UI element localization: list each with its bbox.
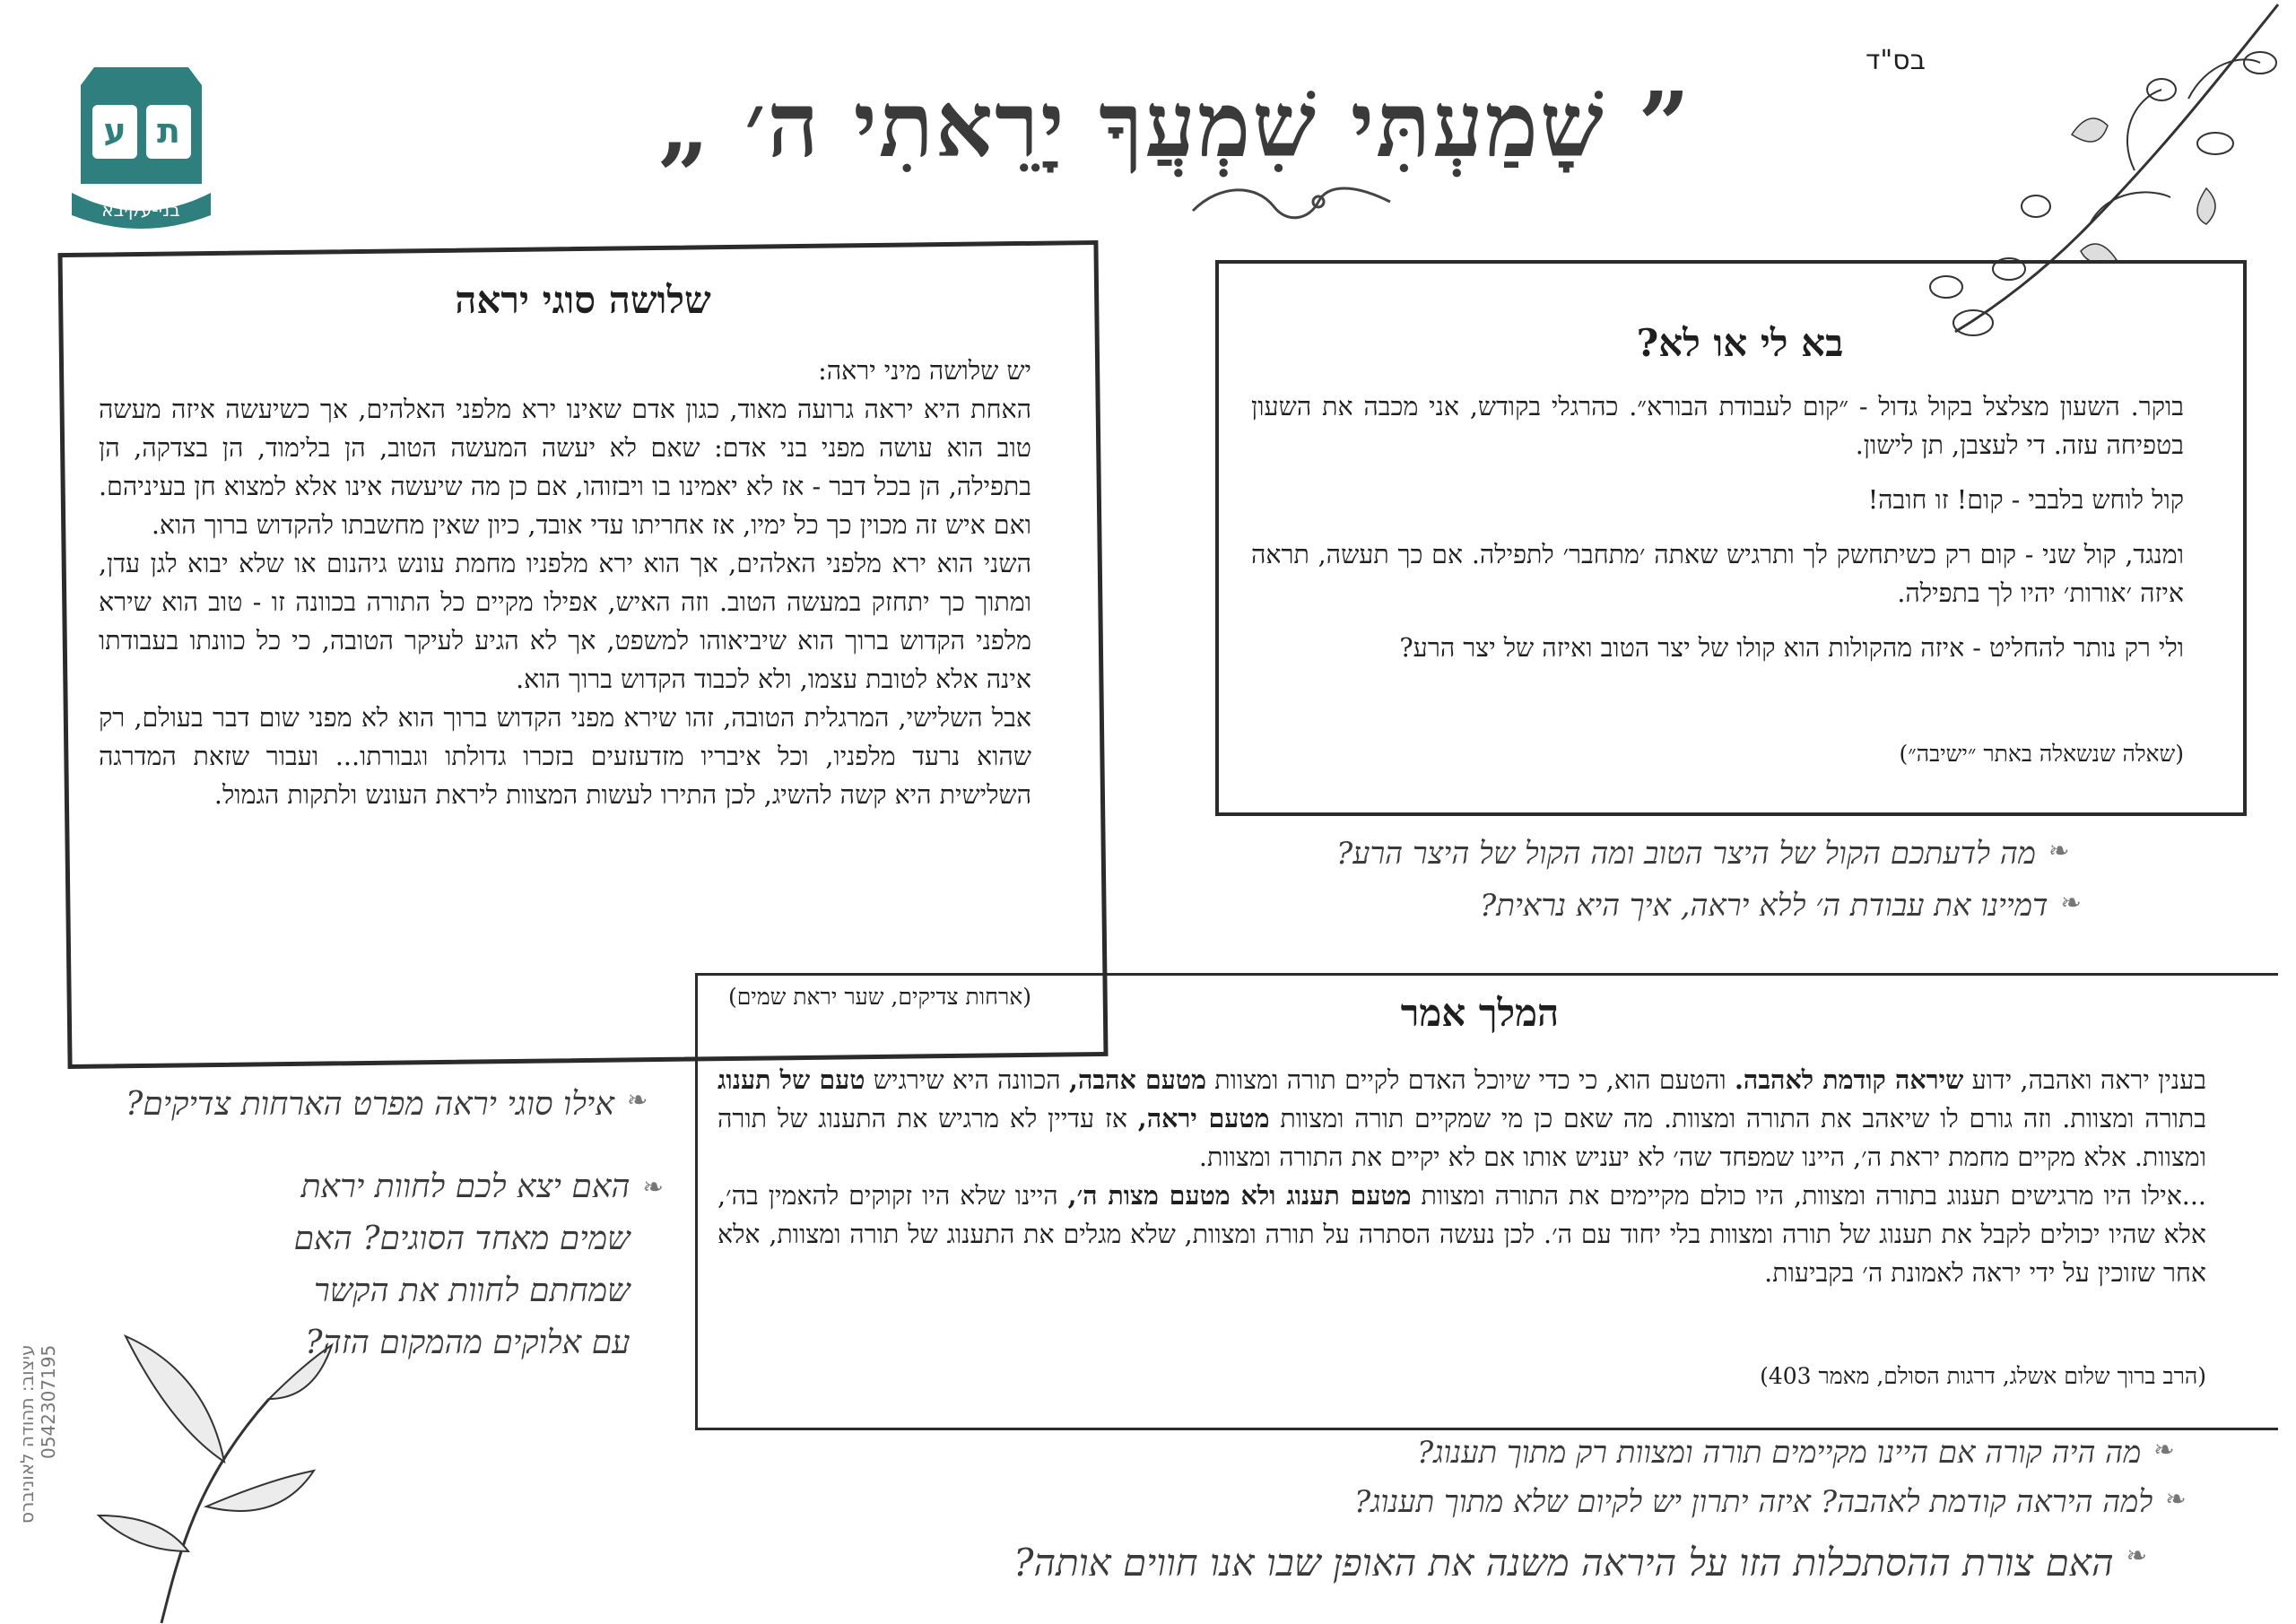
left-question-1 [126,1085,648,1123]
text-run: בענין יראה ואהבה, ידוע [1963,1065,2207,1095]
right-paragraph-1: בוקר. השעון מצלצל בקול גדול - ״קום לעבודת הבורא״. כהרגלי בקודש, אני מכבה את השעון בטפיחה עזה. די לעצבן, תן לישון. [1251,392,2184,460]
left-question-2-text: האם יצא לכם לחוות יראת שמים מאחד הסוגים? האם שמחתם לחוות את הקשר עם אלוקים מהמקום הזה? [293,1168,631,1361]
bold-run: מטעם תענוג ולא מטעם מצות ה׳, [1067,1180,1412,1211]
bottom-question-3-text: האם צורת ההסתכלות הזו על היראה משנה את האופן שבו אנו חווים אותה? [1013,1541,2114,1585]
right-question-1 [1336,836,2069,872]
right-section-title: בא לי או לא? [1636,321,1844,365]
title-swirl-ornament [1184,175,1399,229]
left-question-1-text: אילו סוגי יראה מפרט הארחות צדיקים? [126,1086,614,1123]
left-section-source: (ארחות צדיקים, שער יראת שמים) [727,984,1031,1010]
leaf-icon: ❧ [2153,1435,2175,1464]
left-question-2 [269,1161,664,1369]
text-run: אז עדיין לא מרגיש את התענוג של תורה ומצוות. אלא מקיים מחמת יראת ה׳, היינו שמפחד שה׳ לא יעניש אותו אם לא יקיים את התורה ומצוות. [718,1104,2206,1172]
right-paragraph-3: ומנגד, קול שני - קום רק כשיתחשק לך ותרגיש שאתה ׳מתחבר׳ לתפילה. אם כך תעשה, תראה איזה ׳אורות׳ יהיו לך בתפילה. [1251,540,2184,608]
text-run: והטעם הוא, כי כדי שיוכל האדם לקיים תורה ומצוות [1205,1065,1735,1095]
logo-letter-left: ע [103,111,126,151]
bold-run: שיראה קודמת לאהבה. [1735,1064,1964,1095]
bottom-question-3 [1013,1541,2147,1585]
page-title: ” שָׁמַעְתִּי שִׁמְעֲךָ יָרֵאתִי ה׳ „ [657,72,1692,178]
bsd-marker: בס"ד [1866,45,1926,76]
bottom-section-source: (הרב ברוך שלום אשלג, דרגות הסולם, מאמר 403) [1760,1363,2206,1389]
logo-letter-right: ת [157,111,180,151]
leaf-icon: ❧ [2126,1541,2148,1570]
bottom-question-2-text: למה היראה קודמת לאהבה? איזה יתרון יש לקיום שלא מתוך תענוג? [1354,1484,2153,1520]
text-run: ...אילו היו מרגישים תענוג בתורה ומצוות, היו כולם מקיימים את התורה ומצוות [1411,1181,2206,1211]
right-section-body [1251,387,2184,683]
text-run: הכוונה היא שירגיש [865,1065,1070,1095]
bottom-section-body [718,1061,2206,1292]
left-section-title: שלושה סוגי יראה [455,278,711,322]
right-question-1-text: מה לדעתכם הקול של היצר הטוב ומה הקול של היצר הרע? [1336,836,2036,872]
leaf-icon: ❧ [2165,1484,2187,1514]
design-credit: עיצוב: תהודה לאוניברס 0542307195 [16,1345,59,1524]
leaf-icon: ❧ [626,1085,648,1115]
right-paragraph-4: ולי רק נותר להחליט - איזה מהקולות הוא קולו של יצר הטוב ואיזה של יצר הרע? [1399,633,2184,663]
bottom-paragraph-2 [718,1177,2206,1292]
leaf-icon: ❧ [642,1172,664,1202]
right-section-source: (שאלה שנשאלה באתר ״ישיבה״) [1899,741,2184,767]
bottom-section-title: המלך אמר [1400,991,1560,1035]
bottom-paragraph-1 [718,1061,2206,1177]
right-paragraph-2: קול לוחש בלבבי - קום! זו חובה! [1867,485,2184,515]
logo-org-name: בני-עקיבא [101,199,180,221]
bottom-question-1-text: מה היה קורה אם היינו מקיימים תורה ומצוות רק מתוך תענוג? [1417,1435,2142,1471]
bnei-akiva-logo [67,49,215,229]
bold-run: מטעם יראה, [1137,1103,1270,1133]
bold-run: טעם של תענוג [718,1064,865,1095]
bottom-question-2 [1354,1484,2187,1520]
leaf-icon: ❧ [2060,888,2083,917]
bottom-question-1 [1417,1435,2175,1471]
text-run: היינו שלא היו זקוקים להאמין בה׳, אלא שהיו יכולים לקבל את תענוג של תורה ומצוות בלי יחוד עם ה׳. לכן נעשה הסתרה על תורה ומצוות, שלא מגלים את התענוג של תורה ומצוות, אלא אחר שזוכין על ידי יראה לאמונת ה׳ בקביעות. [718,1181,2206,1288]
right-question-2 [1480,888,2082,924]
leaf-icon: ❧ [2048,836,2070,865]
bold-run: מטעם אהבה, [1069,1064,1206,1095]
text-run: בתורה ומצוות. וזה גורם לו שיאהב את התורה ומצוות. מה שאם כן מי שמקיים תורה ומצוות [1269,1104,2206,1133]
left-section-body: יש שלושה מיני יראה: האחת היא יראה גרועה מאוד, כגון אדם שאינו ירא מלפני האלהים, אך כשיעשה איזה מעשה טוב הוא עושה מפני בני אדם: שאם לא יעשה המעשה הטוב, הן בלימוד, הן בצדקה, הן בתפילה, הן בכל דבר - אז לא יאמינו בו ויבזוהו, אם כן מה שיעשה אינו אלא למצוא חן בעיניהם. ואם איש זה מכוין כך כל ימיו, אז אחריתו עדי אובד, כיון שאין מחשבתו להקדוש ברוך הוא. השני הוא ירא מלפני האלהים, אך הוא ירא מלפניו מחמת עונש גיהנום או שלא יבוא לגן עדן, ומתוך כך יתחזק במעשה הטוב. וזה האיש, אפילו מקיים כל התורה בכוונה זו - טוב הוא שירא מלפני הקדוש ברוך הוא שיביאוהו למשפט, אך לא הגיע לעיקר הטובה, כי כל כוונתו בעבודתו אינה אלא לטובת עצמו, ולא לכבוד הקדוש ברוך הוא. אבל השלישי, המרגלית הטובה, זהו שירא מפני הקדוש ברוך הוא לא מפני שום דבר בעולם, רק שהוא נרעד מלפניו, וכל איבריו מזדעזעים בזכרו גדולתו וגבורתו... ועבור שזאת המדרגה השלישית היא קשה להשיג, לכן התירו לעשות המצוות ליראת העונש ולתקות הגמול. [99,356,1031,810]
right-question-2-text: דמיינו את עבודת ה׳ ללא יראה, איך היא נראית? [1480,888,2048,924]
